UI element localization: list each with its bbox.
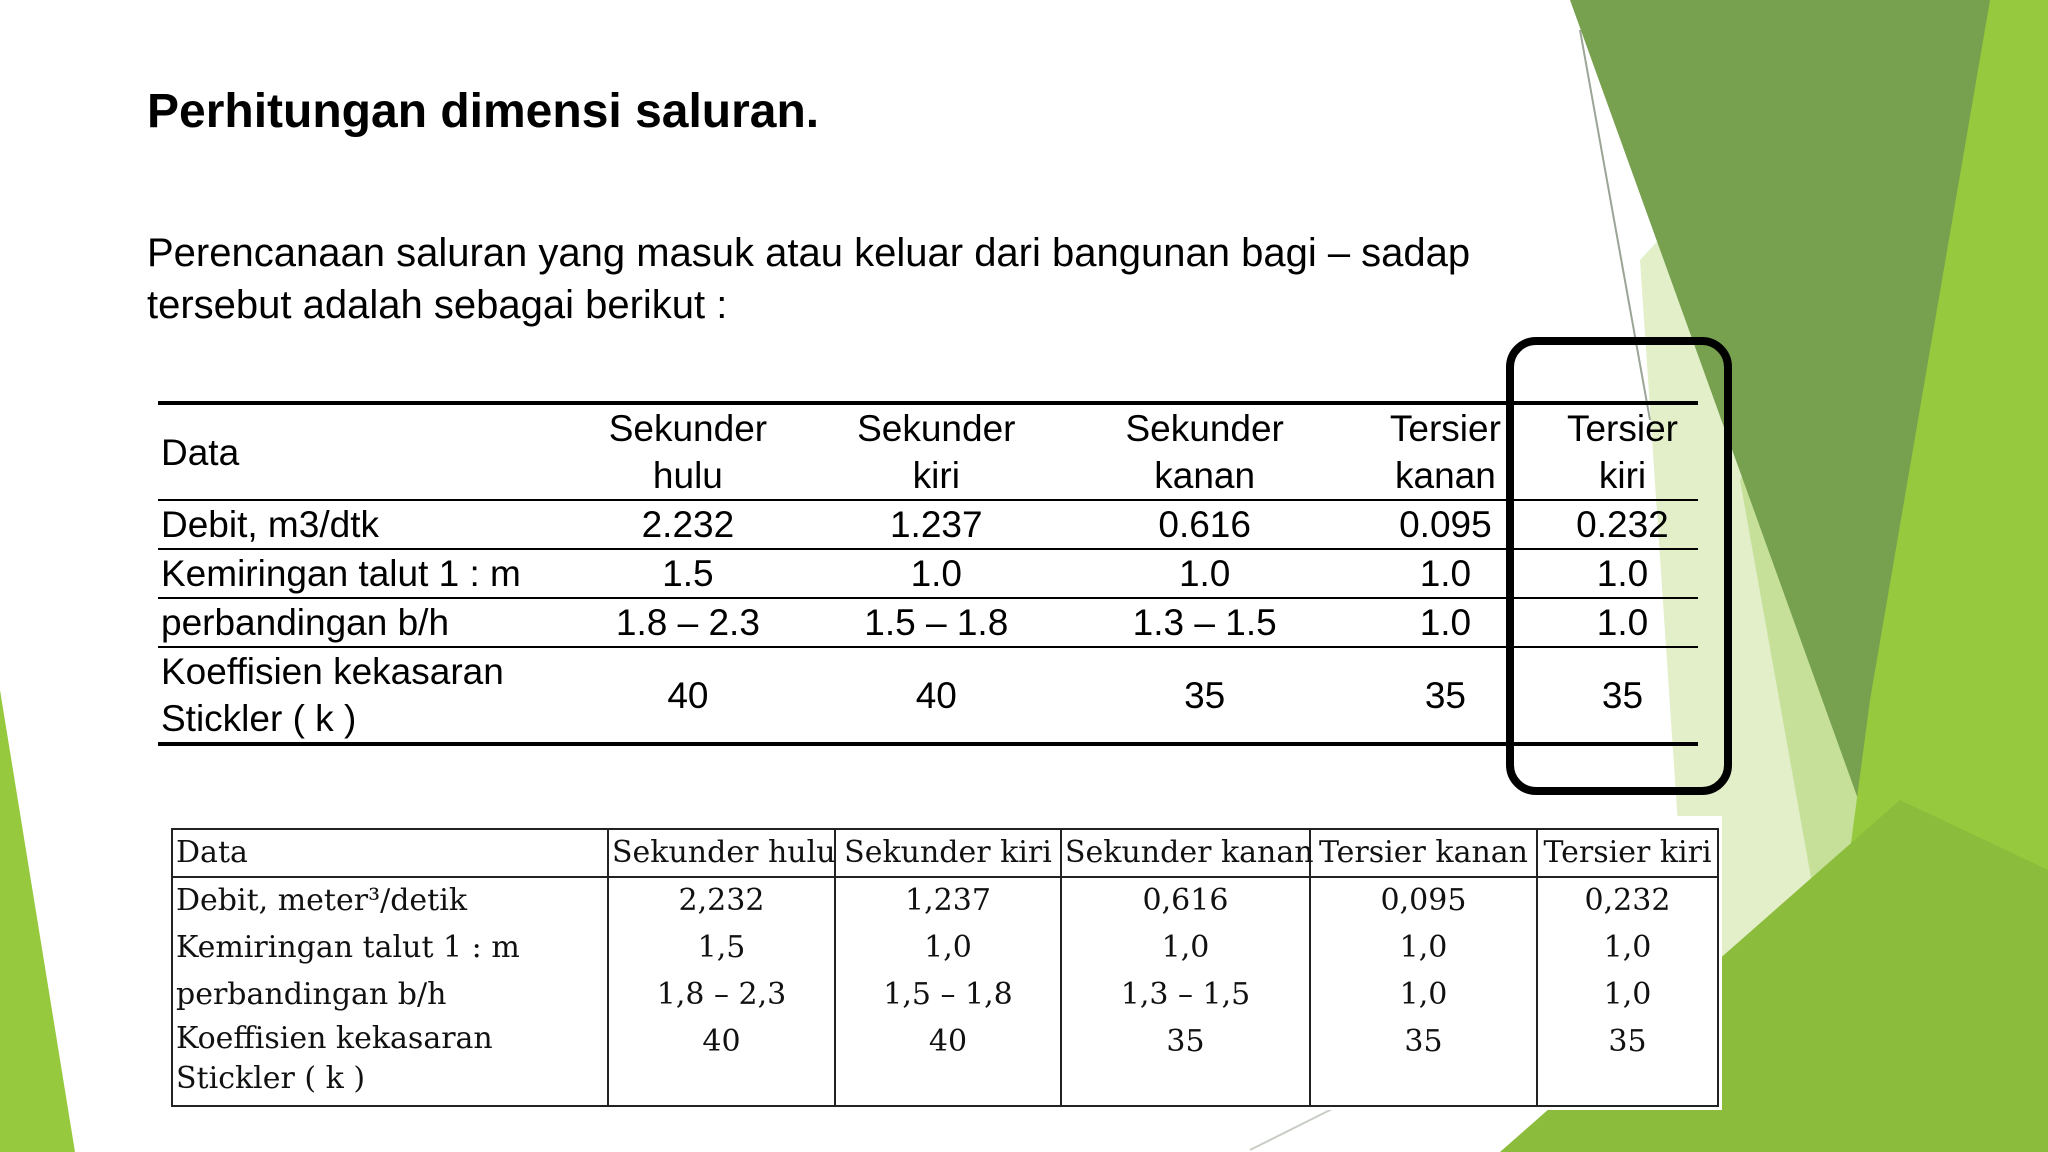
row-label: perbandingan b/h: [172, 972, 608, 1019]
table-cell: 35: [1310, 1019, 1537, 1106]
row-label: perbandingan b/h: [158, 598, 569, 647]
row-label: Koeffisien kekasaran Stickler ( k ): [158, 647, 569, 744]
table-cell: 0.095: [1344, 500, 1547, 549]
table-cell: 1.8 – 2.3: [569, 598, 807, 647]
table-row: [172, 972, 1718, 1019]
table-cell: 1.0: [1065, 549, 1343, 598]
table-cell: 35: [1065, 647, 1343, 744]
table-cell: 40: [835, 1019, 1061, 1106]
table-cell: 1.0: [807, 549, 1065, 598]
header-sekunder-kanan: Sekunder kanan: [1061, 829, 1310, 877]
table-cell: 35: [1547, 647, 1698, 744]
reference-table-image: [158, 816, 1722, 1110]
reference-table-header-row: [172, 829, 1718, 877]
reference-table: [171, 828, 1719, 1107]
table-cell: 1,0: [1310, 972, 1537, 1019]
table-cell: 40: [608, 1019, 835, 1106]
table-cell: 1.237: [807, 500, 1065, 549]
table-cell: 1,3 – 1,5: [1061, 972, 1310, 1019]
header-tersier-kanan: Tersier kanan: [1344, 403, 1547, 500]
table-row: [172, 877, 1718, 925]
table-cell: 1,0: [1061, 925, 1310, 972]
header-sekunder-kiri: Sekunder kiri: [835, 829, 1061, 877]
header-tersier-kiri: Tersier kiri: [1547, 403, 1698, 500]
table-cell: 1.0: [1344, 598, 1547, 647]
table-cell: 35: [1344, 647, 1547, 744]
table-cell: 1.5 – 1.8: [807, 598, 1065, 647]
row-label: Koeffisien kekasaran Stickler ( k ): [172, 1019, 608, 1106]
table-cell: 1,237: [835, 877, 1061, 925]
table-cell: 1,0: [835, 925, 1061, 972]
table-cell: 1.3 – 1.5: [1065, 598, 1343, 647]
intro-paragraph: Perencanaan saluran yang masuk atau keluar dari bangunan bagi – sadap tersebut adalah sebagai berikut :: [147, 231, 1471, 327]
header-tersier-kanan: Tersier kanan: [1310, 829, 1537, 877]
table-cell: 1.5: [569, 549, 807, 598]
table-cell: 0,616: [1061, 877, 1310, 925]
header-tersier-kiri: Tersier kiri: [1537, 829, 1718, 877]
table-cell: 0.232: [1547, 500, 1698, 549]
table-row: [158, 647, 1698, 744]
header-data: Data: [172, 829, 608, 877]
table-cell: 2.232: [569, 500, 807, 549]
row-label: Debit, meter³/detik: [172, 877, 608, 925]
table-cell: 1,8 – 2,3: [608, 972, 835, 1019]
table-cell: 0.616: [1065, 500, 1343, 549]
header-sekunder-hulu: Sekunder hulu: [569, 403, 807, 500]
table-cell: 1,5 – 1,8: [835, 972, 1061, 1019]
table-cell: 1,0: [1537, 972, 1718, 1019]
table-cell: 0,095: [1310, 877, 1537, 925]
header-sekunder-kanan: Sekunder kanan: [1065, 403, 1343, 500]
row-label: Debit, m3/dtk: [158, 500, 569, 549]
table-cell: 35: [1537, 1019, 1718, 1106]
table-cell: 1.0: [1547, 598, 1698, 647]
table-row: [158, 549, 1698, 598]
table-cell: 35: [1061, 1019, 1310, 1106]
table-row: [158, 500, 1698, 549]
table-cell: 1.0: [1344, 549, 1547, 598]
table-cell: 40: [569, 647, 807, 744]
table-cell: 40: [807, 647, 1065, 744]
header-data: Data: [158, 403, 569, 500]
row-label: Kemiringan talut 1 : m: [172, 925, 608, 972]
row-label: Kemiringan talut 1 : m: [158, 549, 569, 598]
tersier-kiri-highlight-box: [1506, 337, 1732, 795]
table-cell: 1.0: [1547, 549, 1698, 598]
channel-data-table: [158, 401, 1698, 746]
table-cell: 1,0: [1310, 925, 1537, 972]
green-shape-left: [0, 690, 75, 1152]
table-cell: 2,232: [608, 877, 835, 925]
header-sekunder-hulu: Sekunder hulu: [608, 829, 835, 877]
slide-title: Perhitungan dimensi saluran.: [147, 85, 820, 138]
table-header-row: [158, 403, 1698, 500]
table-cell: 1,5: [608, 925, 835, 972]
table-row: [158, 598, 1698, 647]
header-sekunder-kiri: Sekunder kiri: [807, 403, 1065, 500]
table-cell: 0,232: [1537, 877, 1718, 925]
table-row: [172, 925, 1718, 972]
table-row: [172, 1019, 1718, 1106]
table-cell: 1,0: [1537, 925, 1718, 972]
